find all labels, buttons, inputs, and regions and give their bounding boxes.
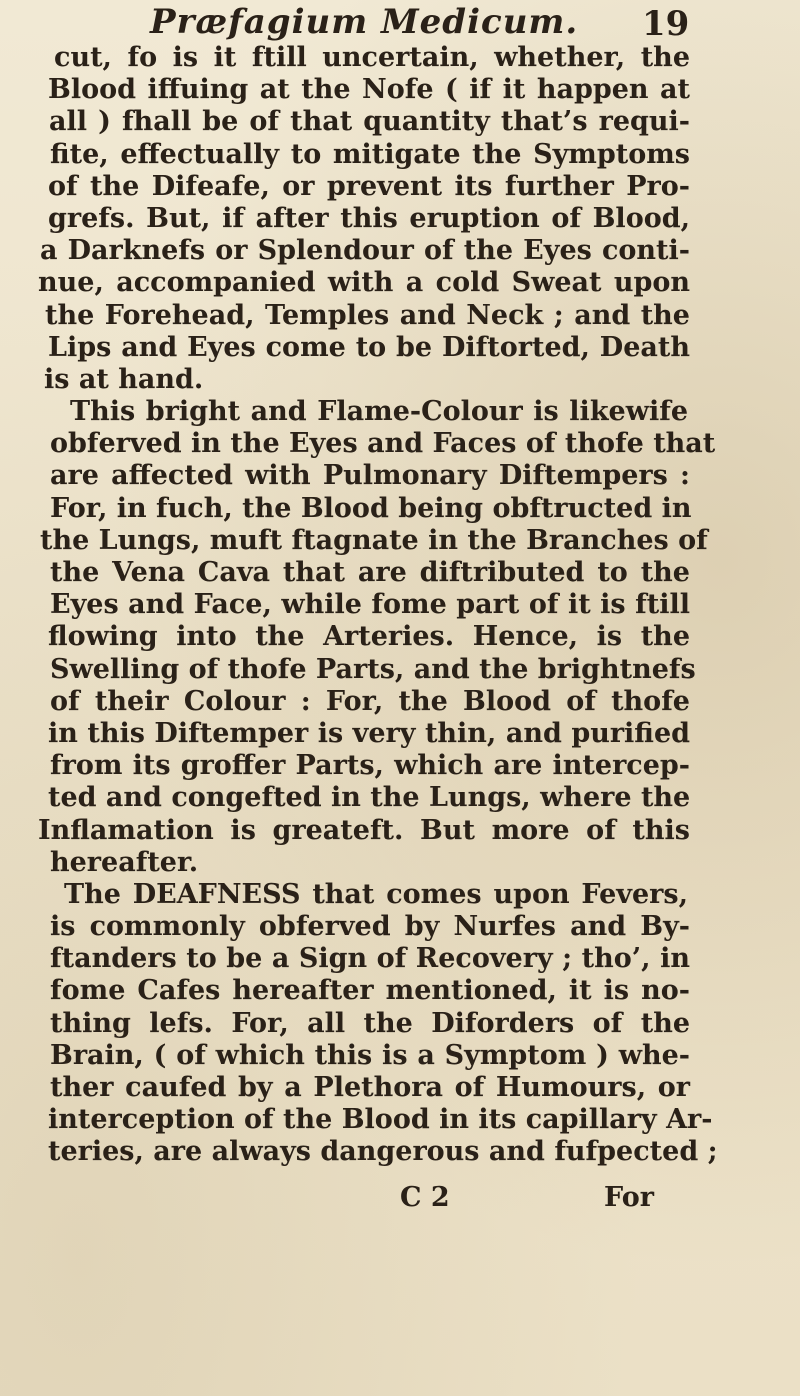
signature-mark: C 2 (400, 1182, 450, 1213)
text-line: cut, fo is it ftill uncertain, whether, the (54, 42, 690, 73)
text-line: flowing into the Arteries. Hence, is the (48, 621, 690, 653)
text-line: Blood iffuing at the Nofe ( if it happen at (48, 74, 690, 106)
catchword: For (604, 1182, 654, 1213)
text-line: from its groffer Parts, which are intercep- (50, 750, 690, 782)
text-line: Lips and Eyes come to be Diftorted, Death (48, 331, 690, 363)
text-line: of the Difeafe, or prevent its further Pro- (48, 170, 690, 202)
text-line: fite, effectually to mitigate the Symptoms (50, 138, 690, 170)
text-line: thing lefs. For, all the Diforders of the (50, 1007, 690, 1039)
running-head (60, 0, 760, 46)
text-line: hereafter. (50, 846, 199, 878)
text-line: nue, accompanied with a cold Sweat upon (38, 267, 690, 299)
text-line: Inflamation is greateft. But more of this (38, 814, 690, 846)
text-line: a Darknefs or Splendour of the Eyes conti- (40, 235, 690, 267)
running-title: Præfagium Medicum. (150, 2, 579, 42)
text-line: interception of the Blood in its capillary Ar- (48, 1104, 713, 1136)
page-number: 19 (642, 4, 690, 44)
text-line: the Vena Cava that are diftributed to the (50, 557, 690, 588)
text-line: ted and congefted in the Lungs, where the (48, 782, 691, 814)
text-line: the Lungs, muft ftagnate in the Branches of (40, 524, 708, 556)
text-line: the Forehead, Temples and Neck ; and the (45, 299, 690, 331)
text-line: teries, are always dangerous and fufpected ; (48, 1136, 718, 1168)
text-line: are affected with Pulmonary Diftempers : (50, 460, 690, 492)
text-line: obferved in the Eyes and Faces of thofe that (50, 428, 716, 460)
text-line: of their Colour : For, the Blood of thofe (50, 685, 690, 717)
text-line: all ) fhall be of that quantity that’s requi- (49, 106, 690, 138)
body-text (38, 42, 718, 1169)
text-line: grefs. But, if after this eruption of Blood, (48, 202, 690, 234)
text-line: Eyes and Face, while fome part of it is ftill (50, 589, 690, 621)
text-line: is commonly obferved by Nurfes and By- (50, 911, 690, 943)
text-line: ftanders to be a Sign of Recovery ; tho’, in (50, 943, 690, 975)
text-line: For, in fuch, the Blood being obftructed in (50, 492, 692, 524)
text-line: The DEAFNESS that comes upon Fevers, (64, 878, 688, 910)
text-line: Swelling of thofe Parts, and the brightnefs (50, 653, 696, 685)
text-line: in this Diftemper is very thin, and purified (48, 717, 690, 749)
text-line: This bright and Flame-Colour is likewife (70, 396, 688, 428)
text-line: Brain, ( of which this is a Symptom ) whe- (50, 1039, 690, 1071)
text-line: is at hand. (44, 363, 204, 395)
text-line: fome Cafes hereafter mentioned, it is no- (50, 975, 690, 1007)
text-line: ther caufed by a Plethora of Humours, or (50, 1072, 690, 1103)
